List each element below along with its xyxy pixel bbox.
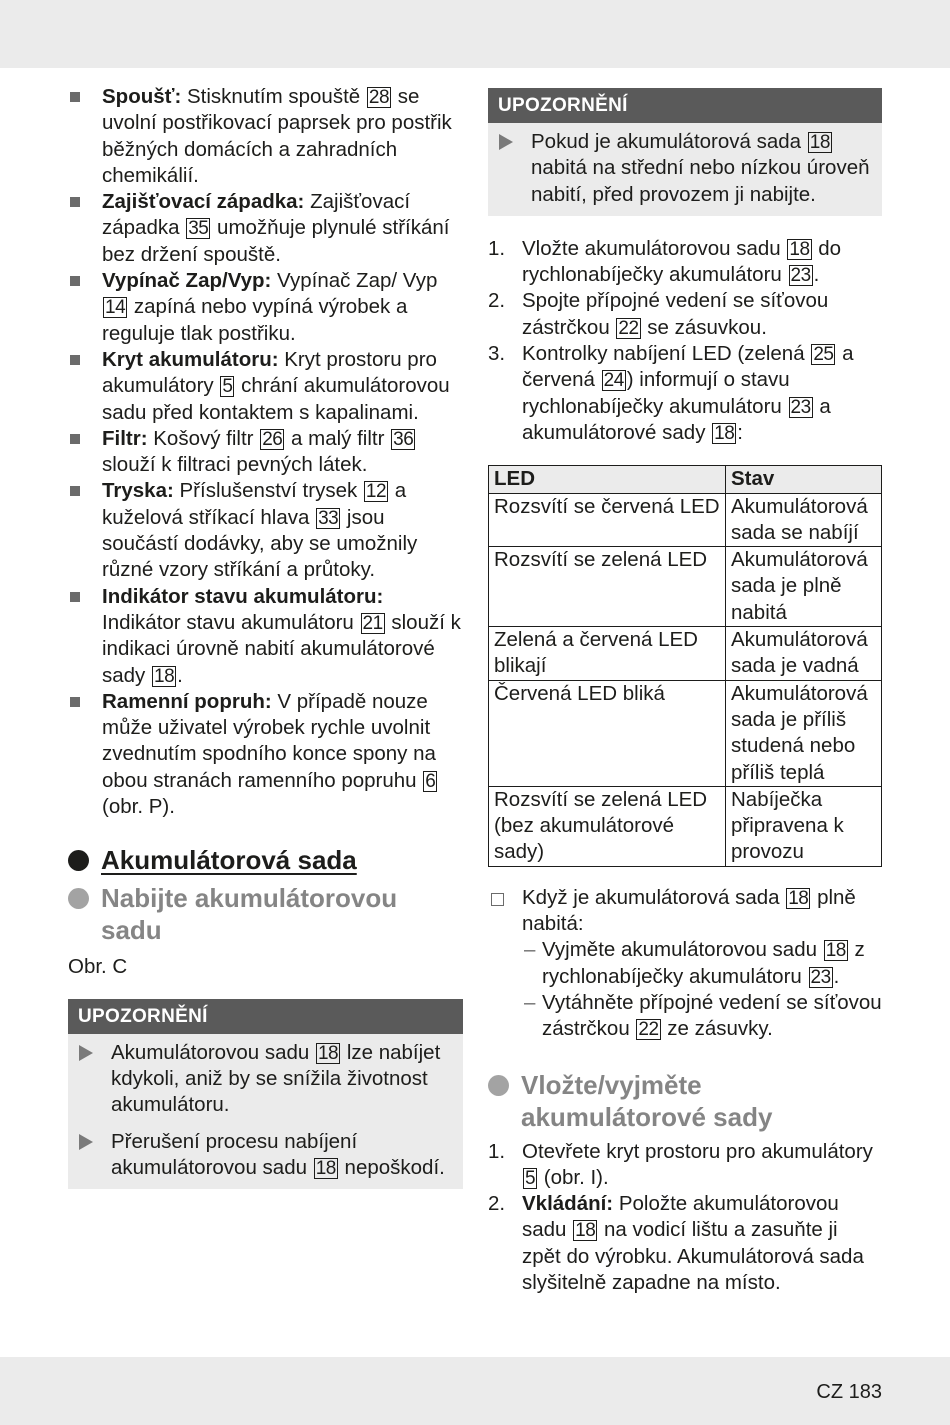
- step-number: 3.: [488, 342, 506, 366]
- part-reference-number: 22: [618, 317, 639, 339]
- part-reference-number: 21: [362, 612, 383, 634]
- cell-led: Zelená a červená LED blikají: [489, 627, 726, 681]
- item-label: Ramenní popruh:: [102, 689, 272, 713]
- part-reference-number: 18: [315, 1157, 336, 1179]
- grey-circle-icon: [488, 1075, 509, 1096]
- part-reference-number: 18: [575, 1220, 596, 1242]
- list-item: Kryt akumulátoru: Kryt prostoru pro akumulátory 5 chrání akumulátorovou sadu před kontaktem s kapalinami.: [68, 347, 463, 426]
- table-row: [489, 547, 882, 627]
- part-reference-number: 18: [809, 132, 830, 153]
- part-reference-number: 18: [825, 940, 846, 962]
- subsection-heading-text: Nabijte akumulátorovou sadu: [101, 883, 398, 946]
- section-heading: [68, 844, 463, 876]
- part-reference-number: 12: [365, 481, 387, 503]
- list-item: Indikátor stavu akumulátoru: Indikátor stavu akumulátoru 21 slouží k indikaci úrovně nabití akumulátorové sady 18 .: [68, 584, 463, 689]
- list-item: Spoušť: Stisknutím spouště 28 se uvolní postřikovací paprsek pro postřik běžných domácích a zahradních chemikálií.: [68, 84, 463, 189]
- item-label: Spoušť:: [102, 85, 182, 108]
- part-reference-number: 23: [790, 265, 811, 287]
- part-reference-number: 25: [813, 344, 834, 366]
- list-item: Ramenní popruh: V případě nouze může uživatel výrobek rychle uvolnit zvednutím spodního konce spony na obou stranách ramenního popruhu 6 (obr. P).: [68, 689, 463, 820]
- cell-led: Rozsvítí se červená LED: [489, 493, 726, 547]
- note-sublist: [522, 937, 882, 1042]
- step-item: 2. Vkládání: Položte akumulátorovou sadu 18 na vodicí lištu a zasuňte ji zpět do výrobku. Akumulátorová sada slyšitelně zapadne na místo.: [488, 1192, 864, 1294]
- part-reference-number: 36: [393, 428, 414, 450]
- part-reference-number: 26: [262, 428, 283, 450]
- item-label: Filtr:: [102, 426, 148, 450]
- part-reference-number: 18: [788, 887, 809, 909]
- top-band: [0, 0, 950, 68]
- warning-item: Přerušení procesu nabíjení akumulátorovou sadu 18 nepoškodí.: [68, 1129, 457, 1182]
- step-label: Vkládání:: [522, 1192, 614, 1216]
- warning-item: Pokud je akumulátorová sada 18 nabitá na střední nebo nízkou úroveň nabití, před provozem ji nabijte.: [488, 129, 876, 208]
- item-label: Kryt akumulátoru:: [102, 347, 279, 371]
- warning-list: [488, 123, 882, 216]
- warning-title: UPOZORNĚNÍ: [488, 88, 882, 123]
- table-row: [489, 786, 882, 866]
- warning-list: [68, 1034, 463, 1189]
- cell-led: Rozsvítí se zelená LED (bez akumulátorové sady): [489, 786, 726, 866]
- filled-circle-icon: [68, 850, 89, 871]
- part-reference-number: 18: [154, 665, 175, 687]
- part-reference-number: 24: [603, 370, 624, 392]
- subsection-heading: [68, 882, 463, 946]
- part-reference-number: 5: [525, 1167, 536, 1189]
- part-reference-number: 22: [638, 1019, 659, 1041]
- column-header-led: LED: [489, 466, 726, 493]
- section-heading-text: Akumulátorová sada: [101, 845, 357, 876]
- cell-status: Akumulátorová sada je vadná: [726, 627, 882, 681]
- subsection-heading: [488, 1069, 882, 1133]
- warning-box: [68, 999, 463, 1189]
- step-number: 2.: [488, 289, 506, 313]
- list-item: Tryska: Příslušenství trysek 12 a kuželová stříkací hlava 33 jsou součástí dodávky, aby se umožnily různé vzory stříkání a průtoky.: [68, 478, 463, 583]
- cell-status: Akumulátorová sada se nabíjí: [726, 493, 882, 547]
- page-number: CZ 183: [816, 1381, 882, 1403]
- step-number: 1.: [488, 236, 506, 260]
- cell-status: Nabíječka připravena k provozu: [726, 786, 882, 866]
- part-reference-number: 18: [714, 422, 735, 444]
- step-item: 1. Vložte akumulátorovou sadu 18 do rychlonabíječky akumulátoru 23 .: [488, 236, 842, 287]
- part-reference-number: 35: [188, 218, 209, 240]
- cell-led: Rozsvítí se zelená LED: [489, 547, 726, 627]
- note-item: Když je akumulátorová sada 18 plně nabitá: – Vyjměte akumulátorovou sadu 18 z rychlonabíječky akumulátoru 23 . – Vytáhněte přípojné vedení se síťovou zástrčkou 22 ze zásuvky.: [488, 885, 882, 1043]
- cell-status: Akumulátorová sada je plně nabitá: [726, 547, 882, 627]
- table-row: [489, 493, 882, 547]
- note-subitem: – Vyjměte akumulátorovou sadu 18 z rychlonabíječky akumulátoru 23 .: [522, 937, 882, 990]
- list-item: Zajišťovací západka: Zajišťovací západka 35 umožňuje plynulé stříkání bez držení spouště.: [68, 189, 463, 268]
- step-number: 1.: [488, 1139, 506, 1163]
- step-item: 2. Spojte přípojné vedení se síťovou zástrčkou 22 se zásuvkou.: [488, 289, 829, 339]
- step-item: 3. Kontrolky nabíjení LED (zelená 25 a červená 24 ) informují o stavu rychlonabíječky akumulátoru 23 a akumulátorové sady 18 :: [488, 342, 854, 444]
- step-item: 1. Otevřete kryt prostoru pro akumulátory 5 (obr. I).: [488, 1139, 873, 1189]
- table-row: [489, 627, 882, 681]
- warning-box: [488, 88, 882, 216]
- subsection-heading-text: Vložte/vyjměte akumulátorové sady: [521, 1069, 773, 1132]
- left-column: [68, 84, 463, 1189]
- step-number: 2.: [488, 1192, 506, 1216]
- item-label: Vypínač Zap/Vyp:: [102, 269, 272, 293]
- part-reference-number: 23: [810, 966, 831, 988]
- item-label: Indikátor stavu akumulátoru:: [102, 584, 384, 608]
- note-list: [488, 885, 882, 1043]
- grey-circle-icon: [68, 888, 89, 909]
- figure-reference: Obr. C: [68, 955, 128, 979]
- warning-title: UPOZORNĚNÍ: [68, 999, 463, 1034]
- cell-status: Akumulátorová sada je příliš studená nebo příliš teplá: [726, 680, 882, 786]
- feature-list: [68, 84, 463, 820]
- charging-steps: [488, 236, 882, 446]
- bottom-band: [0, 1357, 950, 1425]
- note-subitem: – Vytáhněte přípojné vedení se síťovou zástrčkou 22 ze zásuvky.: [522, 990, 882, 1043]
- part-reference-number: 33: [318, 507, 339, 529]
- item-label: Tryska:: [102, 479, 174, 503]
- part-reference-number: 6: [425, 770, 436, 792]
- part-reference-number: 28: [368, 87, 390, 108]
- part-reference-number: 5: [222, 376, 233, 398]
- led-status-table: [488, 465, 882, 866]
- cell-led: Červená LED bliká: [489, 680, 726, 786]
- part-reference-number: 18: [317, 1042, 339, 1064]
- part-reference-number: 23: [790, 396, 811, 418]
- list-item: Filtr: Košový filtr 26 a malý filtr 36 slouží k filtraci pevných látek.: [68, 426, 463, 479]
- insert-remove-steps: [488, 1139, 882, 1297]
- table-header-row: [489, 466, 882, 493]
- part-reference-number: 14: [105, 297, 126, 319]
- list-item: Vypínač Zap/Vyp: Vypínač Zap/ Vyp 14 zapíná nebo vypíná výrobek a reguluje tlak postřiku.: [68, 268, 463, 347]
- column-header-status: Stav: [726, 466, 882, 493]
- warning-item: Akumulátorovou sadu 18 lze nabíjet kdykoli, aniž by se snížila životnost akumulátoru.: [68, 1040, 457, 1119]
- table-row: [489, 680, 882, 786]
- right-column: [488, 84, 882, 1296]
- item-label: Zajišťovací západka:: [102, 190, 305, 214]
- part-reference-number: 18: [789, 238, 810, 260]
